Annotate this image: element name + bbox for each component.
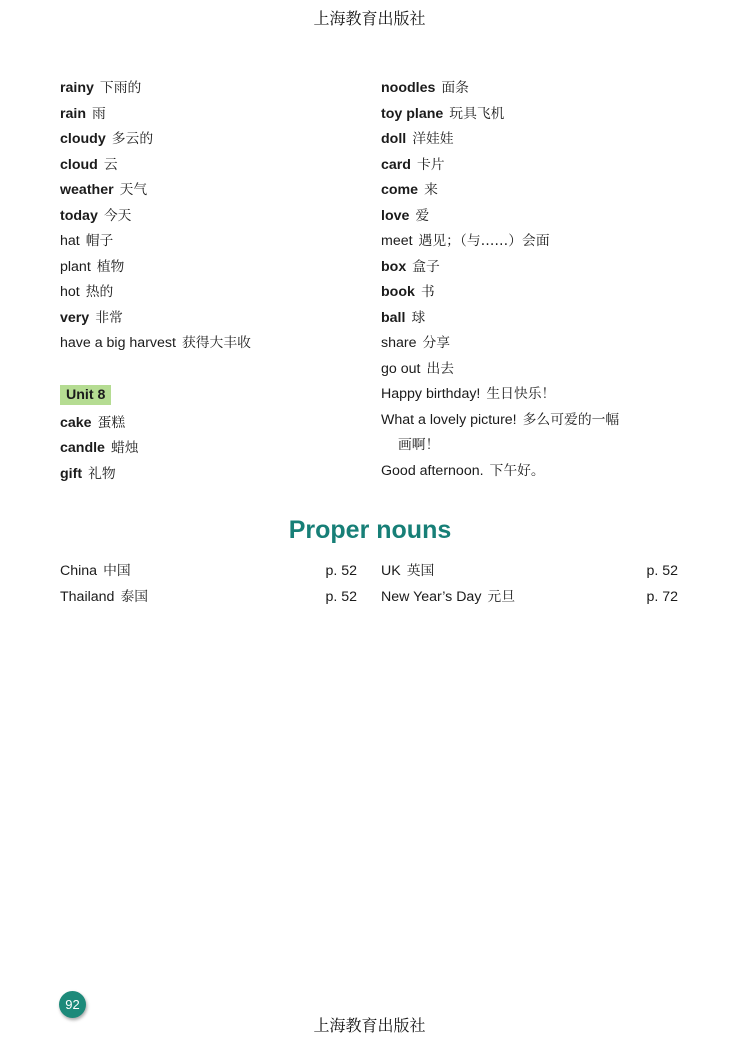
vocab-english: Good afternoon. <box>381 462 484 479</box>
proper-noun-row <box>381 587 678 613</box>
page-number-badge: 92 <box>59 991 86 1018</box>
vocab-entry <box>60 155 360 181</box>
vocab-chinese: 礼物 <box>88 465 116 482</box>
vocab-chinese: 下雨的 <box>99 80 142 96</box>
vocab-entry <box>60 206 360 232</box>
proper-noun-term <box>60 587 148 613</box>
vocab-chinese: 盒子 <box>412 258 440 275</box>
vocab-list-right <box>381 78 711 486</box>
vocab-entry <box>381 129 711 155</box>
vocab-chinese: 下午好。 <box>489 462 545 479</box>
vocab-entry <box>381 308 711 334</box>
vocab-entry <box>60 129 360 155</box>
vocab-english: book <box>381 284 415 300</box>
vocab-chinese: 生日快乐！ <box>486 386 556 402</box>
page-reference: p. 52 <box>646 563 678 579</box>
proper-nouns-heading: Proper nouns <box>288 516 452 544</box>
vocab-entry <box>381 104 711 130</box>
vocab-entry <box>381 257 711 283</box>
vocab-entry <box>60 180 360 206</box>
vocab-english: cloudy <box>60 131 106 147</box>
vocab-entry <box>381 384 711 410</box>
publisher-header: 上海教育出版社 <box>313 9 426 28</box>
vocab-english: What a lovely picture! <box>381 411 517 428</box>
vocab-english: hat <box>60 233 80 249</box>
vocab-entry <box>60 333 360 359</box>
vocab-entry <box>60 464 360 490</box>
vocab-english: doll <box>381 131 407 147</box>
unit-label: Unit 8 <box>60 385 111 405</box>
vocab-chinese: 书 <box>420 284 435 300</box>
proper-noun-english: Thailand <box>60 588 115 605</box>
vocab-entry <box>381 282 711 308</box>
vocab-chinese: 云 <box>103 156 118 173</box>
vocab-chinese: 球 <box>411 309 426 326</box>
vocab-chinese: 帽子 <box>85 233 114 249</box>
vocab-entry <box>60 282 360 308</box>
proper-noun-chinese: 元旦 <box>487 588 516 605</box>
spacer <box>60 359 360 384</box>
vocab-entry <box>381 155 711 181</box>
vocab-entry <box>381 206 711 232</box>
vocab-english: go out <box>381 360 421 377</box>
page-reference: p. 72 <box>646 588 678 605</box>
proper-noun-term <box>381 561 434 587</box>
vocab-entry <box>381 78 711 104</box>
publisher-footer: 上海教育出版社 <box>313 1016 426 1035</box>
vocab-chinese: 遇见；（与……）会面 <box>418 233 550 249</box>
vocab-entry <box>60 104 360 130</box>
vocab-chinese: 蜡烛 <box>110 440 139 456</box>
vocab-entry <box>381 333 711 359</box>
vocab-entry <box>60 231 360 257</box>
vocab-english: noodles <box>381 80 436 96</box>
vocab-chinese: 雨 <box>92 105 106 122</box>
vocab-entry <box>381 435 711 461</box>
vocab-english: cloud <box>60 156 98 173</box>
vocab-chinese: 蛋糕 <box>97 414 126 431</box>
vocab-entry <box>60 413 360 439</box>
vocab-chinese: 多么可爱的一幅 <box>522 411 620 428</box>
vocab-entry <box>381 231 711 257</box>
proper-nouns-left <box>60 561 357 612</box>
proper-noun-chinese: 泰国 <box>120 588 149 605</box>
proper-noun-row <box>60 561 357 587</box>
vocab-chinese: 玩具飞机 <box>449 105 505 122</box>
vocab-chinese: 出去 <box>426 360 455 377</box>
vocab-english: share <box>381 335 417 351</box>
vocab-list-unit8 <box>60 413 360 490</box>
proper-noun-english: New Year’s Day <box>381 588 482 605</box>
vocab-english: rain <box>60 105 87 122</box>
vocab-column-left <box>60 78 360 489</box>
vocab-chinese: 今天 <box>103 207 132 224</box>
vocab-english: very <box>60 309 90 326</box>
vocab-chinese: 非常 <box>95 309 123 326</box>
proper-noun-english: China <box>60 563 98 579</box>
vocab-chinese: 多云的 <box>111 131 154 147</box>
vocab-english: meet <box>381 233 413 249</box>
vocab-english: gift <box>60 465 83 482</box>
vocab-entry <box>60 257 360 283</box>
vocab-english: card <box>381 156 411 173</box>
vocab-english: today <box>60 207 98 224</box>
vocab-chinese: 植物 <box>96 258 125 275</box>
vocab-english: rainy <box>60 80 94 96</box>
vocab-entry <box>381 410 711 436</box>
vocab-english: have a big harvest <box>60 335 176 351</box>
vocab-chinese: 爱 <box>415 207 430 224</box>
vocab-chinese: 热的 <box>85 284 114 300</box>
proper-noun-chinese: 中国 <box>103 563 131 579</box>
vocab-english: weather <box>60 182 114 198</box>
vocab-chinese: 天气 <box>119 182 148 198</box>
proper-noun-row <box>60 587 357 613</box>
vocab-chinese: 卡片 <box>416 156 445 173</box>
vocab-english: hot <box>60 284 80 300</box>
vocab-entry <box>60 308 360 334</box>
proper-noun-english: UK <box>381 563 401 579</box>
vocab-english: love <box>381 207 410 224</box>
vocab-english: cake <box>60 414 92 431</box>
page-reference: p. 52 <box>325 588 357 605</box>
vocab-chinese: 分享 <box>422 335 451 351</box>
vocab-chinese: 获得大丰收 <box>181 335 251 351</box>
vocab-entry <box>381 359 711 385</box>
vocab-english: come <box>381 182 419 198</box>
vocab-entry <box>381 180 711 206</box>
proper-noun-chinese: 英国 <box>406 563 435 579</box>
vocab-english: toy plane <box>381 105 444 122</box>
vocab-english: Happy birthday! <box>381 386 481 402</box>
vocab-list-left <box>60 78 360 359</box>
vocab-english: ball <box>381 309 406 326</box>
vocab-chinese: 洋娃娃 <box>412 131 454 147</box>
vocab-chinese: 来 <box>424 182 438 198</box>
vocab-english: plant <box>60 258 91 275</box>
vocab-column-right <box>381 78 711 486</box>
proper-noun-term <box>381 587 515 613</box>
vocab-english: box <box>381 258 407 275</box>
proper-noun-row <box>381 561 678 587</box>
vocab-chinese: 面条 <box>441 80 469 96</box>
page-reference: p. 52 <box>325 563 357 579</box>
vocab-chinese: 画啊！ <box>398 437 440 453</box>
proper-noun-term <box>60 561 131 587</box>
proper-nouns-right <box>381 561 678 612</box>
vocab-entry <box>381 461 711 487</box>
vocab-english: candle <box>60 440 105 456</box>
vocab-entry <box>60 438 360 464</box>
vocab-entry <box>60 78 360 104</box>
